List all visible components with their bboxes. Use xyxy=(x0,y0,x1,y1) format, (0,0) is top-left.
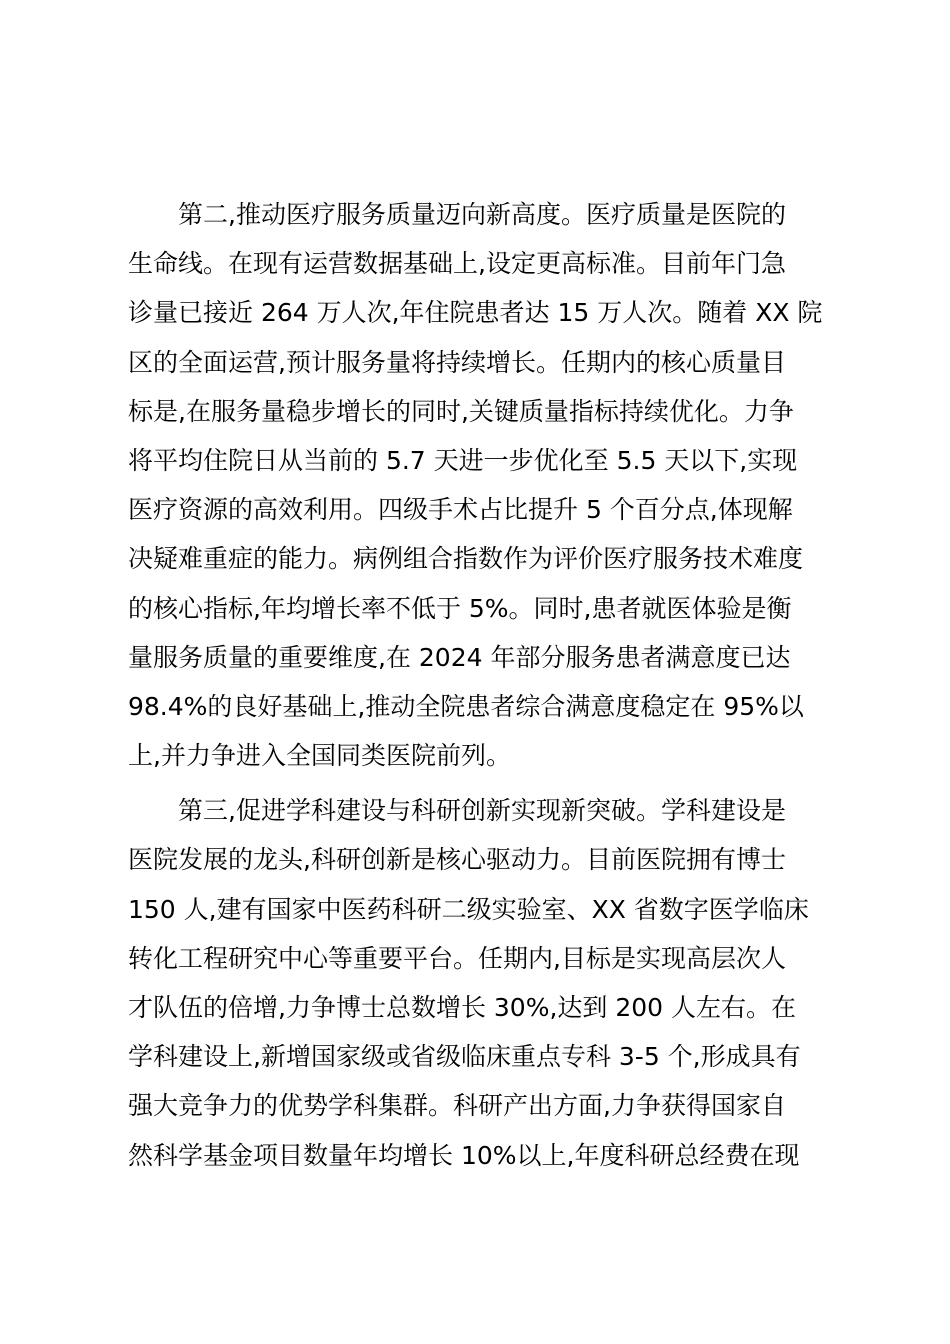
text-line: 医疗资源的高效利用。四级手术占比提升 5 个百分点,体现解 xyxy=(128,495,793,525)
text-line: 决疑难重症的能力。病例组合指数作为评价医疗服务技术难度 xyxy=(128,544,804,574)
text-line: 98.4%的良好基础上,推动全院患者综合满意度稳定在 95%以 xyxy=(128,691,804,721)
paragraph-second xyxy=(128,190,822,780)
text-line: 然科学基金项目数量年均增长 10%以上,年度科研总经费在现 xyxy=(128,1140,800,1170)
text-line: 强大竞争力的优势学科集群。科研产出方面,力争获得国家自 xyxy=(128,1091,786,1121)
text-line: 150 人,建有国家中医药科研二级实验室、XX 省数字医学临床 xyxy=(128,894,809,924)
text-line: 第二,推动医疗服务质量迈向新高度。医疗质量是医院的 xyxy=(178,200,786,229)
text-line: 医院发展的龙头,科研创新是核心驱动力。目前医院拥有博士 xyxy=(128,845,786,875)
text-line: 上,并力争进入全国同类医院前列。 xyxy=(128,741,511,771)
body-text xyxy=(128,190,822,1180)
text-line: 诊量已接近 264 万人次,年住院患者达 15 万人次。随着 XX 院 xyxy=(128,298,823,328)
text-line: 标是,在服务量稳步增长的同时,关键质量指标持续优化。力争 xyxy=(128,396,794,426)
text-line: 学科建设上,新增国家级或省级临床重点专科 3-5 个,形成具有 xyxy=(128,1042,801,1072)
text-line: 生命线。在现有运营数据基础上,设定更高标准。目前年门急 xyxy=(128,249,786,279)
text-line: 将平均住院日从当前的 5.7 天进一步优化至 5.5 天以下,实现 xyxy=(128,445,798,475)
text-line: 量服务质量的重要维度,在 2024 年部分服务患者满意度已达 xyxy=(128,642,791,672)
text-line: 才队伍的倍增,力争博士总数增长 30%,达到 200 人左右。在 xyxy=(128,993,797,1022)
text-line: 的核心指标,年均增长率不低于 5%。同时,患者就医体验是衡 xyxy=(128,593,792,623)
text-line: 转化工程研究中心等重要平台。任期内,目标是实现高层次人 xyxy=(128,943,786,973)
text-line: 区的全面运营,预计服务量将持续增长。任期内的核心质量目 xyxy=(128,347,786,377)
paragraph-third xyxy=(128,786,822,1180)
text-line: 第三,促进学科建设与科研创新实现新突破。学科建设是 xyxy=(178,796,786,826)
